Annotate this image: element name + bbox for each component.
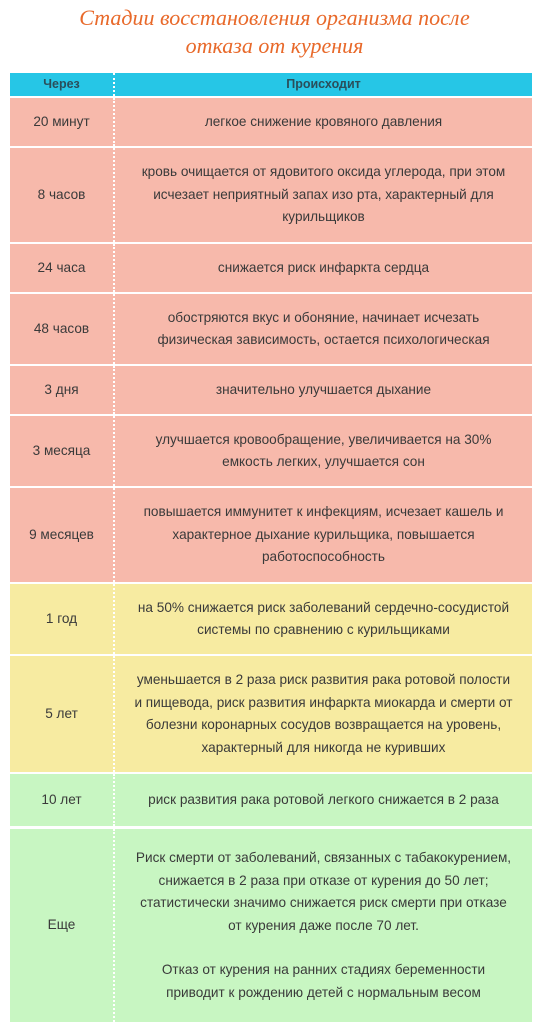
effect-line: системы по сравнению с курильщиками [197, 622, 450, 637]
row-time: 5 лет [10, 656, 115, 772]
table-row [10, 829, 532, 1022]
effect-line: риск развития рака ротовой легкого снижается в 2 раза [148, 791, 499, 807]
table-row [10, 488, 532, 584]
table-row [10, 294, 532, 366]
row-time: Еще [10, 829, 115, 1022]
effect-line: характерное дыхание курильщика, повышается [172, 526, 475, 542]
table-row [10, 774, 532, 829]
effect-line: физическая зависимость, остается психологическая [157, 332, 490, 347]
row-effect [115, 584, 532, 654]
effect-line: статистически значимо снижается риск смерти при отказе [140, 895, 507, 910]
effect-line: исчезает неприятный запах изо рта, характерный для [153, 186, 494, 202]
effect-line: и пищевода, риск развития инфаркта миокарда и смерти от [134, 694, 513, 710]
effect-line: курильщиков [282, 209, 365, 225]
row-time: 3 месяца [10, 416, 115, 486]
effect-line: Отказ от курения на ранних стадиях беременности [161, 962, 486, 977]
row-effect [115, 244, 532, 292]
table-header-row [10, 73, 532, 98]
recovery-stages-table [10, 73, 532, 1022]
effect-line: болезни коронарных сосудов возвращается на уровень, [145, 717, 502, 732]
page-title-line-1: Стадии восстановления организма после [79, 5, 470, 30]
effect-line: уменьшается в 2 раза риск развития рака ротовой полости [136, 672, 511, 687]
table-row [10, 148, 532, 244]
table-row [10, 656, 532, 774]
row-time: 8 часов [10, 148, 115, 242]
effect-line: от курения даже после 70 лет. [228, 917, 419, 933]
page-title [0, 4, 549, 60]
table-row [10, 584, 532, 656]
effect-line: характерный для никогда не куривших [201, 739, 446, 755]
table-row [10, 366, 532, 416]
row-time: 24 часа [10, 244, 115, 292]
header-col-time: Через [10, 73, 115, 96]
table-row [10, 244, 532, 294]
effect-line: емкость легких, улучшается сон [222, 454, 425, 469]
header-col-effect: Происходит [115, 73, 532, 96]
effect-line: Риск смерти от заболеваний, связанных с табакокурением, [135, 850, 512, 865]
table-row [10, 416, 532, 488]
row-effect [115, 416, 532, 486]
effect-line: легкое снижение кровяного давления [204, 113, 443, 129]
row-time: 10 лет [10, 774, 115, 826]
row-effect [115, 98, 532, 146]
row-time: 48 часов [10, 294, 115, 364]
effect-line: повышается иммунитет к инфекциям, исчезает кашель и [143, 504, 504, 520]
row-time: 3 дня [10, 366, 115, 414]
row-effect [115, 488, 532, 582]
table-row [10, 98, 532, 148]
row-effect [115, 148, 532, 242]
effect-line: приводит к рождению детей с нормальным весом [166, 984, 481, 1000]
effect-line: улучшается кровообращение, увеличивается на 30% [155, 431, 492, 447]
effect-line: снижается риск инфаркта сердца [217, 259, 430, 275]
row-effect [115, 656, 532, 772]
row-time: 9 месяцев [10, 488, 115, 582]
row-time: 20 минут [10, 98, 115, 146]
effect-line: значительно улучшается дыхание [215, 381, 432, 397]
page-title-line-2: отказа от курения [185, 33, 364, 58]
row-effect [115, 294, 532, 364]
effect-line: обостряются вкус и обоняние, начинает исчезать [167, 309, 480, 325]
row-effect [115, 829, 532, 1022]
row-effect [115, 774, 532, 826]
row-effect [115, 366, 532, 414]
effect-line: кровь очищается от ядовитого оксида углерода, при этом [141, 164, 506, 180]
effect-line: работоспособность [262, 549, 385, 565]
effect-line: снижается в 2 раза при отказе от курения до 50 лет; [158, 872, 489, 888]
paragraph-gap [136, 937, 511, 959]
row-time: 1 год [10, 584, 115, 654]
effect-line: на 50% снижается риск заболеваний сердечно-сосудистой [137, 599, 510, 615]
